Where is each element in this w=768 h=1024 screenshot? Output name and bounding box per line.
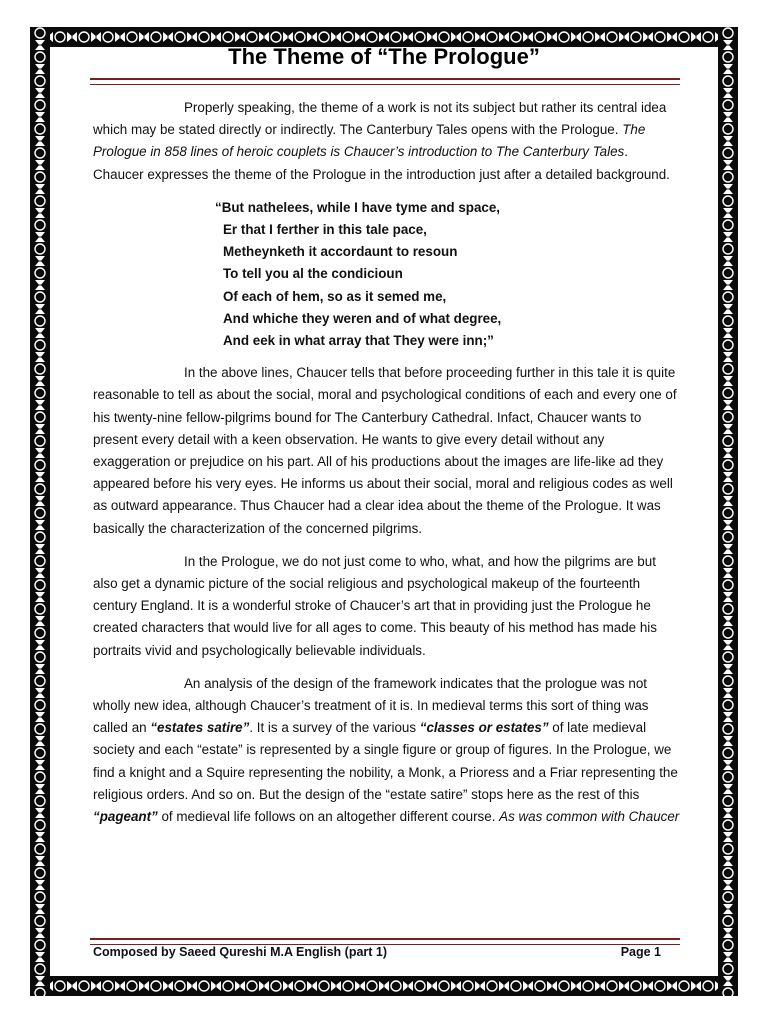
border-ornament-icon bbox=[35, 28, 45, 50]
border-ornament-icon bbox=[175, 981, 197, 991]
page-footer bbox=[93, 945, 661, 959]
border-ornament-icon bbox=[55, 32, 77, 42]
border-ornament-icon bbox=[723, 772, 733, 794]
verse-line: To tell you al the condicioun bbox=[223, 266, 403, 282]
border-ornament-icon bbox=[679, 981, 701, 991]
border-ornament-icon bbox=[35, 892, 45, 914]
border-ornament-icon bbox=[723, 436, 733, 458]
paragraph-intro bbox=[93, 97, 680, 186]
border-ornament-icon bbox=[35, 100, 45, 122]
footer-rule bbox=[90, 938, 680, 945]
border-ornament-icon bbox=[723, 700, 733, 722]
border-ornament-icon bbox=[35, 820, 45, 842]
border-ornament-icon bbox=[295, 981, 317, 991]
border-ornament-icon bbox=[679, 32, 701, 42]
border-ornament-icon bbox=[35, 124, 45, 146]
border-ornament-icon bbox=[35, 484, 45, 506]
border-ornament-icon bbox=[151, 981, 173, 991]
border-ornament-icon bbox=[723, 484, 733, 506]
border-ornament-icon bbox=[723, 652, 733, 674]
border-ornament-icon bbox=[723, 580, 733, 602]
border-ornament-icon bbox=[655, 32, 677, 42]
border-ornament-icon bbox=[535, 981, 557, 991]
border-ornament-icon bbox=[35, 796, 45, 818]
border-ornament-icon bbox=[723, 940, 733, 962]
border-ornament-icon bbox=[35, 340, 45, 362]
border-ornament-icon bbox=[607, 32, 629, 42]
border-ornament-icon bbox=[723, 76, 733, 98]
border-ornament-icon bbox=[439, 32, 461, 42]
border-ornament-icon bbox=[223, 32, 245, 42]
border-ornament-icon bbox=[723, 964, 733, 986]
border-ornament-icon bbox=[79, 32, 101, 42]
border-ornament-icon bbox=[35, 172, 45, 194]
border-ornament-icon bbox=[35, 508, 45, 530]
border-ornament-icon bbox=[127, 32, 149, 42]
border-ornament-icon bbox=[723, 364, 733, 386]
border-ornament-icon bbox=[199, 981, 221, 991]
border-ornament-icon bbox=[723, 316, 733, 338]
framework-italic-tail: As was common with Chaucer bbox=[499, 809, 680, 825]
border-ornament-icon bbox=[199, 32, 221, 42]
border-ornament-icon bbox=[35, 916, 45, 938]
framework-text-c: . It is a survey of the various bbox=[249, 720, 420, 736]
verse-line: Er that I ferther in this tale pace, bbox=[223, 222, 427, 238]
border-ornament-icon bbox=[271, 981, 293, 991]
border-ornament-icon bbox=[723, 100, 733, 122]
border-ornament-icon bbox=[35, 676, 45, 698]
border-ornament-icon bbox=[35, 604, 45, 626]
border-ornament-icon bbox=[723, 796, 733, 818]
border-ornament-icon bbox=[35, 268, 45, 290]
border-ornament-icon bbox=[723, 148, 733, 170]
verse-line: Of each of hem, so as it semed me, bbox=[223, 288, 447, 304]
border-ornament-icon bbox=[35, 700, 45, 722]
border-ornament-icon bbox=[723, 412, 733, 434]
border-ornament-icon bbox=[487, 981, 509, 991]
border-ornament-icon bbox=[35, 772, 45, 794]
border-ornament-icon bbox=[723, 748, 733, 770]
border-ornament-icon bbox=[723, 916, 733, 938]
border-ornament-icon bbox=[127, 981, 149, 991]
border-ornament-icon bbox=[511, 32, 533, 42]
border-ornament-icon bbox=[35, 748, 45, 770]
paragraph-picture: In the Prologue, we do not just come to who, what, and how the pilgrims are but also get a dynamic picture of the social religious and psychological makeup of the fourteenth century England. It is a wonderful stroke of Chaucer’s art that in providing just the Prologue he created characters that would live for all ages to come. This beauty of his method has made his portraits vivid and psychologically believable individuals. bbox=[93, 553, 657, 658]
framework-emphasis-pageant: “pageant” bbox=[93, 809, 158, 825]
verse-line: Metheynketh it accordaunt to resoun bbox=[223, 244, 458, 260]
decorative-border-left bbox=[30, 27, 50, 996]
border-ornament-icon bbox=[559, 981, 581, 991]
border-ornament-icon bbox=[583, 981, 605, 991]
border-ornament-icon bbox=[367, 32, 389, 42]
document-body bbox=[93, 97, 680, 839]
paragraph-intro-text-c: . Chaucer expresses the theme of the Prologue in the introduction just after a detailed background. bbox=[93, 144, 670, 182]
border-ornament-icon bbox=[343, 32, 365, 42]
border-ornament-icon bbox=[723, 268, 733, 290]
border-ornament-icon bbox=[35, 52, 45, 74]
border-ornament-icon bbox=[35, 460, 45, 482]
border-ornament-icon bbox=[723, 292, 733, 314]
border-ornament-icon bbox=[35, 580, 45, 602]
border-ornament-icon bbox=[295, 32, 317, 42]
border-ornament-icon bbox=[35, 868, 45, 890]
framework-text-a: An analysis of the design of the framework indicates that the prologue was not wholly new idea, although Chaucer’s treatment of it is. In medieval terms this sort of thing was called an bbox=[93, 675, 649, 736]
framework-text-e: of late medieval society and each “estate” is represented by a single figure or group of figures. In the Prologue, we find a knight and a Squire representing the nobility, a Monk, a Prioress and a Friar representing the religious orders. And so on. But the design of the “estate satire” stops here as the rest of this bbox=[93, 720, 678, 802]
border-ornament-icon bbox=[35, 196, 45, 218]
border-ornament-icon bbox=[367, 981, 389, 991]
border-ornament-icon bbox=[175, 32, 197, 42]
border-ornament-icon bbox=[79, 981, 101, 991]
border-ornament-icon bbox=[439, 981, 461, 991]
border-ornament-icon bbox=[655, 981, 677, 991]
border-ornament-icon bbox=[723, 244, 733, 266]
framework-text-g: of medieval life follows on an altogether different course. bbox=[157, 809, 500, 825]
border-ornament-icon bbox=[319, 981, 341, 991]
border-ornament-icon bbox=[723, 628, 733, 650]
border-ornament-icon bbox=[55, 981, 77, 991]
border-ornament-icon bbox=[35, 148, 45, 170]
border-ornament-icon bbox=[487, 32, 509, 42]
border-ornament-icon bbox=[723, 340, 733, 362]
title-underline-rule bbox=[90, 78, 680, 85]
border-ornament-icon bbox=[247, 32, 269, 42]
border-ornament-icon bbox=[631, 981, 653, 991]
paragraph-analysis: In the above lines, Chaucer tells that before proceeding further in this tale it is quite reasonable to tell as about the social, moral and psychological conditions of each and every one of his twenty-nine fellow-pilgrims bound for The Canterbury Cathedral. Infact, Chaucer wants to present every detail with a keen observation. He wants to give every detail without any exaggeration or prejudice on his part. All of his productions about the images are life-like ad they appeared before his very eyes. He informs us about their social, moral and religious codes as well as outward appearance. Thus Chaucer had a clear idea about the theme of the Prologue. It was basically the characterization of the concerned pilgrims. bbox=[93, 365, 677, 536]
border-ornament-icon bbox=[271, 32, 293, 42]
decorative-border-right bbox=[718, 27, 738, 996]
border-ornament-icon bbox=[723, 556, 733, 578]
border-ornament-icon bbox=[35, 412, 45, 434]
border-ornament-icon bbox=[607, 981, 629, 991]
border-ornament-icon bbox=[35, 532, 45, 554]
framework-emphasis-estates-satire: “estates satire” bbox=[150, 720, 250, 736]
border-ornament-icon bbox=[723, 868, 733, 890]
decorative-border-bottom bbox=[30, 976, 738, 996]
border-ornament-icon bbox=[35, 316, 45, 338]
border-ornament-icon bbox=[583, 32, 605, 42]
border-ornament-icon bbox=[35, 556, 45, 578]
border-ornament-icon bbox=[723, 724, 733, 746]
page-number: Page 1 bbox=[620, 945, 661, 959]
border-ornament-icon bbox=[723, 124, 733, 146]
border-ornament-icon bbox=[35, 988, 45, 996]
border-ornament-icon bbox=[415, 981, 437, 991]
verse-line: And whiche they weren and of what degree, bbox=[223, 310, 502, 326]
border-ornament-icon bbox=[723, 988, 733, 996]
border-ornament-icon bbox=[463, 32, 485, 42]
verse-line: “But nathelees, while I have tyme and space, bbox=[215, 199, 501, 215]
verse-line: And eek in what array that They were inn;” bbox=[223, 333, 494, 349]
border-ornament-icon bbox=[103, 32, 125, 42]
border-ornament-icon bbox=[35, 724, 45, 746]
border-ornament-icon bbox=[319, 32, 341, 42]
border-ornament-icon bbox=[723, 508, 733, 530]
border-ornament-icon bbox=[463, 981, 485, 991]
border-ornament-icon bbox=[35, 940, 45, 962]
border-ornament-icon bbox=[723, 220, 733, 242]
framework-emphasis-classes: “classes or estates” bbox=[419, 720, 549, 736]
border-ornament-icon bbox=[723, 532, 733, 554]
verse-quotation bbox=[93, 197, 680, 352]
paragraph-intro-text-a: Properly speaking, the theme of a work is not its subject but rather its central idea which may be stated directly or indirectly. The Canterbury Tales opens with the Prologue. bbox=[93, 100, 667, 138]
border-ornament-icon bbox=[35, 652, 45, 674]
border-ornament-icon bbox=[35, 964, 45, 986]
border-ornament-icon bbox=[723, 844, 733, 866]
border-ornament-icon bbox=[559, 32, 581, 42]
border-ornament-icon bbox=[343, 981, 365, 991]
border-ornament-icon bbox=[391, 981, 413, 991]
border-pattern-right bbox=[718, 27, 738, 996]
border-ornament-icon bbox=[723, 820, 733, 842]
paragraph-intro-italic: The Prologue in 858 lines of heroic couplets is Chaucer’s introduction to The Canterbury Tales bbox=[93, 122, 646, 160]
border-ornament-icon bbox=[103, 981, 125, 991]
border-ornament-icon bbox=[35, 388, 45, 410]
border-ornament-icon bbox=[223, 981, 245, 991]
border-ornament-icon bbox=[247, 981, 269, 991]
border-pattern-bottom bbox=[30, 976, 738, 996]
border-ornament-icon bbox=[35, 628, 45, 650]
border-ornament-icon bbox=[35, 292, 45, 314]
border-ornament-icon bbox=[35, 844, 45, 866]
border-ornament-icon bbox=[35, 76, 45, 98]
border-ornament-icon bbox=[391, 32, 413, 42]
page-title: The Theme of “The Prologue” bbox=[228, 44, 540, 69]
border-ornament-icon bbox=[723, 172, 733, 194]
border-ornament-icon bbox=[35, 364, 45, 386]
footer-credit: Composed by Saeed Qureshi M.A English (part 1) bbox=[93, 945, 388, 959]
border-ornament-icon bbox=[723, 28, 733, 50]
border-ornament-icon bbox=[723, 676, 733, 698]
border-ornament-icon bbox=[151, 32, 173, 42]
border-ornament-icon bbox=[723, 460, 733, 482]
border-ornament-icon bbox=[35, 436, 45, 458]
border-ornament-icon bbox=[535, 32, 557, 42]
border-ornament-icon bbox=[723, 604, 733, 626]
border-ornament-icon bbox=[723, 196, 733, 218]
border-ornament-icon bbox=[415, 32, 437, 42]
border-pattern-left bbox=[30, 27, 50, 996]
paragraph-framework bbox=[93, 673, 680, 828]
border-ornament-icon bbox=[723, 52, 733, 74]
border-ornament-icon bbox=[35, 220, 45, 242]
border-ornament-icon bbox=[723, 388, 733, 410]
border-ornament-icon bbox=[35, 244, 45, 266]
border-ornament-icon bbox=[723, 892, 733, 914]
border-ornament-icon bbox=[511, 981, 533, 991]
border-ornament-icon bbox=[631, 32, 653, 42]
